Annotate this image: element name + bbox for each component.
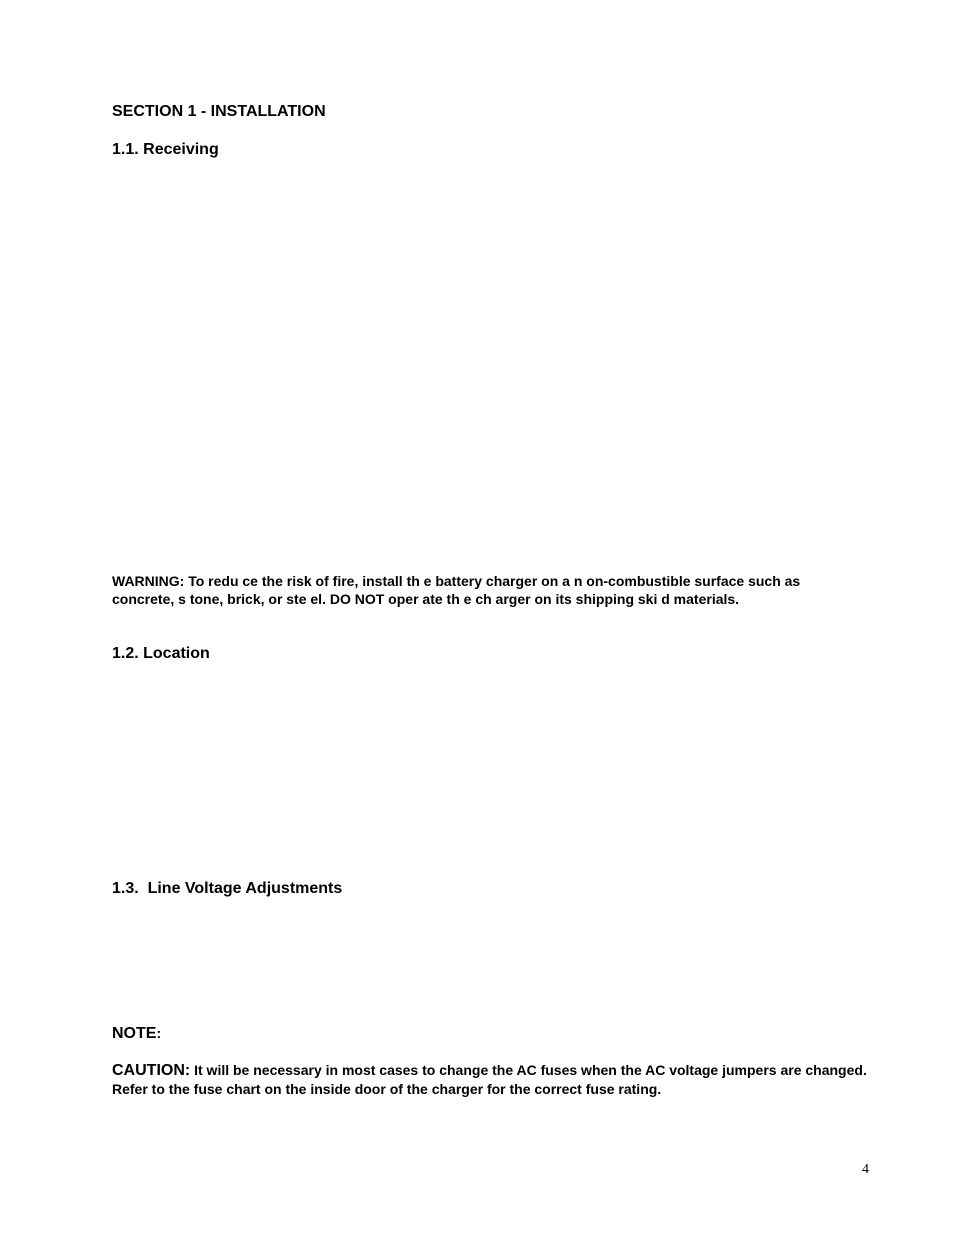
caution-label: CAUTION: xyxy=(112,1062,191,1079)
receiving-heading: 1.1. Receiving xyxy=(112,141,219,158)
location-heading: 1.2. Location xyxy=(112,645,210,662)
note-paragraph xyxy=(112,1024,161,1043)
caution-text: It will be necessary in most cases to change the AC fuses when the AC voltage jumpers are changed. Refer to the fuse chart on the inside door of the charger for the correct fuse rating. xyxy=(112,1062,867,1097)
warning-text: To redu ce the risk of fire, install th e battery charger on a n on-combustible surface such as concrete, s tone, brick, or ste el. DO NOT oper ate th e ch arger on its shipping ski d materials. xyxy=(112,573,801,607)
note-colon: : xyxy=(156,1025,162,1041)
caution-paragraph xyxy=(112,1061,877,1098)
page-number: 4 xyxy=(862,1162,869,1177)
warning-label: WARNING: xyxy=(112,573,185,589)
note-label: NOTE xyxy=(112,1025,157,1042)
section-title: SECTION 1 - INSTALLATION xyxy=(112,103,326,120)
line-voltage-heading: 1.3. Line Voltage Adjustments xyxy=(112,880,343,897)
warning-paragraph xyxy=(112,572,842,608)
